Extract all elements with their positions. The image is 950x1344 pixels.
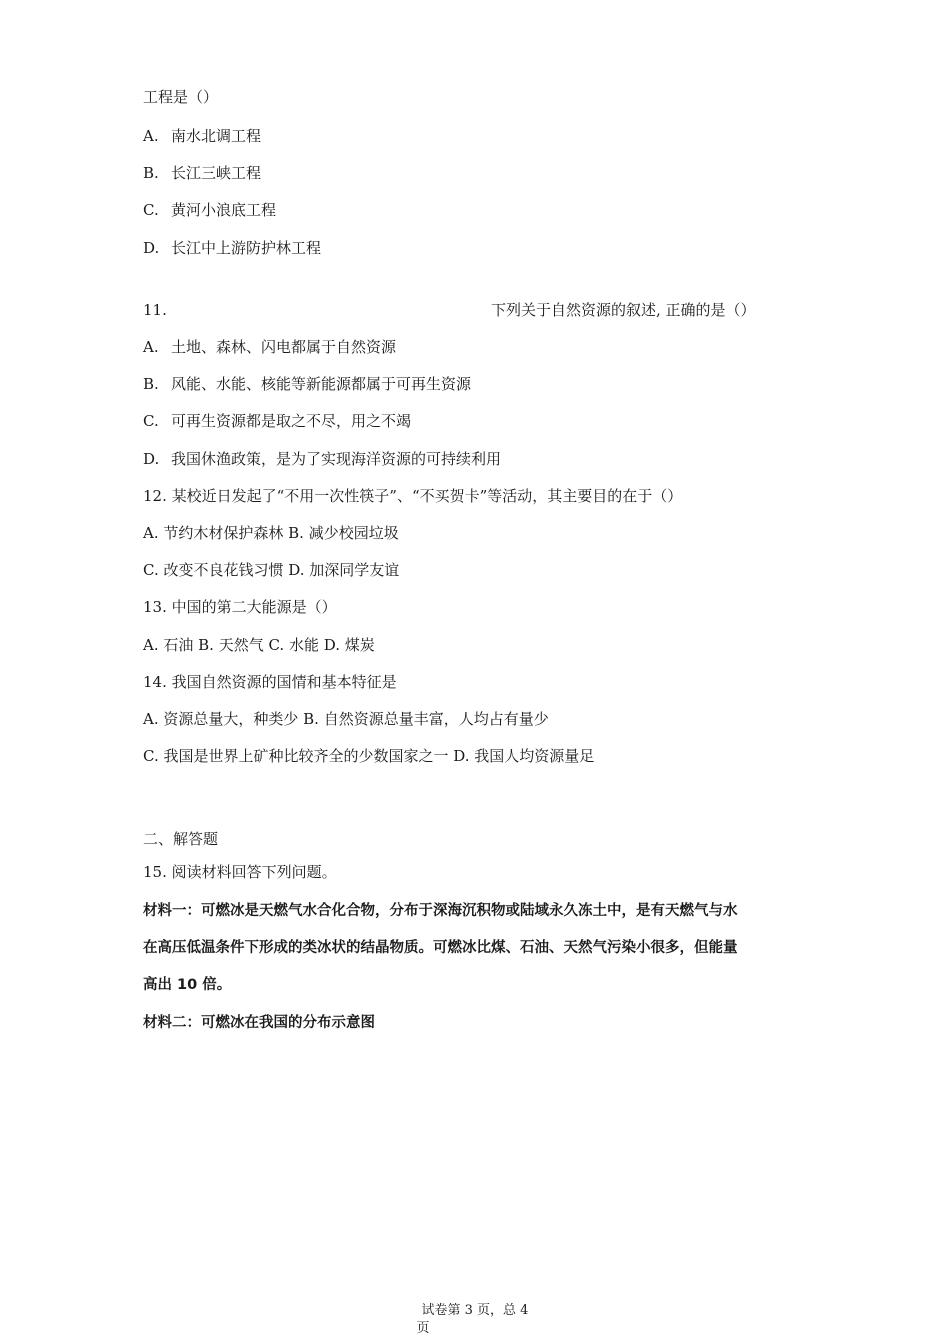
option-label: B. xyxy=(143,375,159,393)
q11-option-c xyxy=(143,411,411,431)
question-stem: 下列关于自然资源的叙述, 正确的是（） xyxy=(491,301,756,319)
q12-stem: 12. 某校近日发起了“不用一次性筷子”、“不买贺卡”等活动，其主要目的在于（） xyxy=(143,487,683,505)
q14-options-line1: A. 资源总量大，种类少 B. 自然资源总量丰富，人均占有量少 xyxy=(143,710,549,728)
q14-stem: 14. 我国自然资源的国情和基本特征是 xyxy=(143,673,397,691)
q13-options-line1: A. 石油 B. 天然气 C. 水能 D. 煤炭 xyxy=(143,636,375,654)
question-number: 11. xyxy=(143,301,167,319)
q15-material2: 材料二：可燃冰在我国的分布示意图 xyxy=(143,1015,375,1031)
q13-stem: 13. 中国的第二大能源是（） xyxy=(143,598,337,616)
option-text: 我国休渔政策，是为了实现海洋资源的可持续利用 xyxy=(171,450,502,468)
option-text: 长江三峡工程 xyxy=(171,164,262,182)
option-label: B. xyxy=(143,164,159,182)
option-label: A. xyxy=(143,338,159,356)
option-text: 风能、水能、核能等新能源都属于可再生资源 xyxy=(171,375,472,393)
option-label: D. xyxy=(143,239,160,257)
q11-stem-line xyxy=(143,300,803,320)
option-text: 土地、森林、闪电都属于自然资源 xyxy=(171,338,397,356)
option-label: C. xyxy=(143,201,159,219)
option-text: 黄河小浪底工程 xyxy=(171,201,277,219)
q15-material1-line2: 在高压低温条件下形成的类冰状的结晶物质。可燃冰比煤、石油、天然气污染小很多，但能量 xyxy=(143,940,738,956)
page-footer-line2: 页 xyxy=(416,1321,430,1336)
q11-option-b xyxy=(143,374,471,394)
q12-options-line1: A. 节约木材保护森林 B. 减少校园垃圾 xyxy=(143,524,399,542)
option-label: D. xyxy=(143,450,160,468)
q11-option-d xyxy=(143,449,501,469)
option-text: 南水北调工程 xyxy=(171,127,262,145)
q10-stem-tail: 工程是（） xyxy=(143,88,219,106)
q11-option-a xyxy=(143,337,396,357)
option-text: 长江中上游防护林工程 xyxy=(171,239,322,257)
q15-material1-line3: 高出 10 倍。 xyxy=(143,977,232,993)
q10-option-a xyxy=(143,126,261,146)
q12-options-line2: C. 改变不良花钱习惯 D. 加深同学友谊 xyxy=(143,561,400,579)
page-footer-line1: 试卷第 3 页，总 4 xyxy=(421,1303,529,1318)
q10-option-c xyxy=(143,200,276,220)
q15-material1-line1: 材料一：可燃冰是天燃气水合化合物，分布于深海沉积物或陆域永久冻土中，是有天燃气与水 xyxy=(143,903,738,919)
option-text: 可再生资源都是取之不尽，用之不竭 xyxy=(171,412,412,430)
q14-options-line2: C. 我国是世界上矿种比较齐全的少数国家之一 D. 我国人均资源量足 xyxy=(143,747,595,765)
q10-option-d xyxy=(143,238,321,258)
section-title: 二、解答题 xyxy=(143,830,219,848)
option-label: A. xyxy=(143,127,159,145)
option-label: C. xyxy=(143,412,159,430)
q10-option-b xyxy=(143,163,261,183)
q15-stem: 15. 阅读材料回答下列问题。 xyxy=(143,863,337,881)
